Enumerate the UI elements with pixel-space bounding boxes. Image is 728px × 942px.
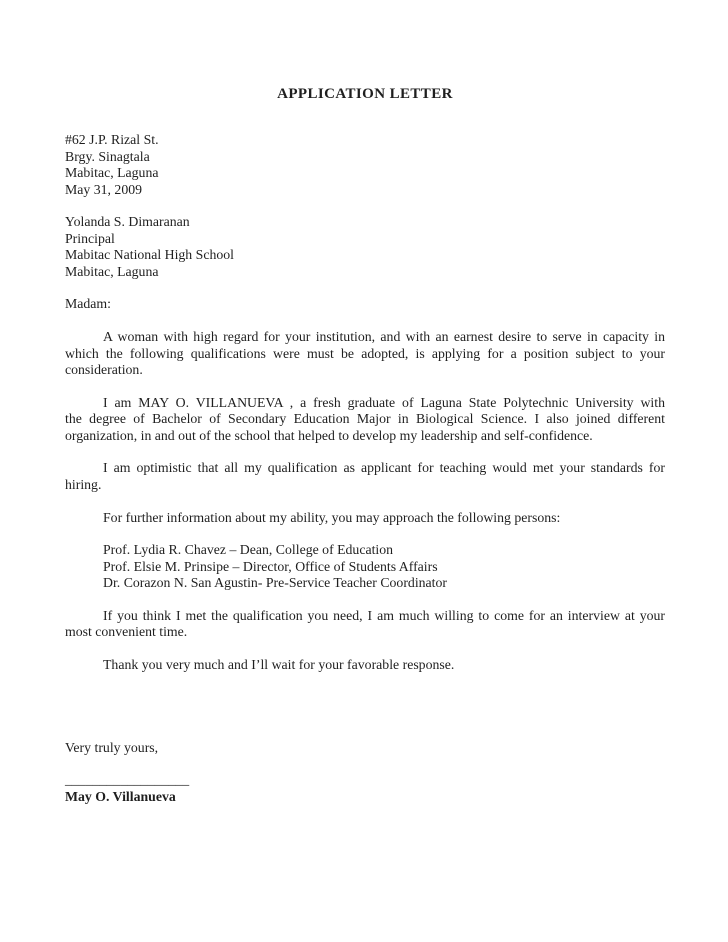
recipient-name: Yolanda S. Dimaranan — [65, 214, 190, 230]
reference-item: Prof. Elsie M. Prinsipe – Director, Office of Students Affairs — [103, 558, 438, 574]
paragraph-2-line-1: I am MAY O. VILLANUEVA , a fresh graduate of Laguna State Polytechnic University with — [103, 394, 665, 410]
reference-item: Dr. Corazon N. San Agustin- Pre-Service Teacher Coordinator — [103, 575, 447, 591]
paragraph-3 — [65, 460, 665, 493]
signer-name: May O. Villanueva — [65, 788, 176, 804]
paragraph-1-line-1: A woman with high regard for your institution, and with an earnest desire to serve in capacity in — [103, 329, 665, 345]
signature-line: __________________ — [65, 772, 190, 788]
sender-street: #62 J.P. Rizal St. — [65, 132, 159, 148]
reference-item: Prof. Lydia R. Chavez – Dean, College of Education — [103, 542, 394, 558]
sender-municipality: Mabitac, Laguna — [65, 165, 159, 181]
paragraph-1 — [65, 329, 665, 378]
recipient-school: Mabitac National High School — [65, 247, 234, 263]
paragraph-5 — [65, 608, 665, 641]
recipient-title: Principal — [65, 230, 115, 246]
valediction-line: Very truly yours, — [65, 739, 159, 755]
paragraph-4 — [65, 510, 665, 526]
paragraph-2-line-3: organization, in and out of the school that helped to develop my leadership and self-confidence. — [65, 427, 593, 443]
letter-date: May 31, 2009 — [65, 181, 143, 197]
signature-block — [65, 772, 665, 805]
paragraph-6 — [65, 657, 665, 673]
salutation — [65, 296, 665, 312]
letter-title: APPLICATION LETTER — [277, 86, 453, 102]
paragraph-2-line-2: the degree of Bachelor of Secondary Education Major in Biological Science. I also joined different — [65, 411, 665, 427]
paragraph-1-line-2: which the following qualifications were must be adopted, is applying for a position subject to your — [65, 345, 665, 361]
paragraph-5-line-1: If you think I met the qualification you need, I am much willing to come for an interview at your — [103, 608, 665, 624]
recipient-municipality: Mabitac, Laguna — [65, 263, 159, 279]
valediction — [65, 740, 665, 756]
sender-address-block — [65, 132, 665, 198]
paragraph-2 — [65, 395, 665, 444]
paragraph-1-line-3: consideration. — [65, 362, 143, 378]
sender-barangay: Brgy. Sinagtala — [65, 148, 150, 164]
paragraph-6-line-1: Thank you very much and I’ll wait for your favorable response. — [103, 657, 455, 673]
paragraph-4-line-1: For further information about my ability, you may approach the following persons: — [103, 509, 561, 525]
paragraph-5-line-2: most convenient time. — [65, 624, 188, 640]
paragraph-3-line-1: I am optimistic that all my qualification as applicant for teaching would met your standards for — [103, 460, 665, 476]
salutation-line: Madam: — [65, 296, 111, 312]
recipient-address-block — [65, 214, 665, 280]
references-list — [65, 542, 665, 591]
paragraph-3-line-2: hiring. — [65, 476, 102, 492]
